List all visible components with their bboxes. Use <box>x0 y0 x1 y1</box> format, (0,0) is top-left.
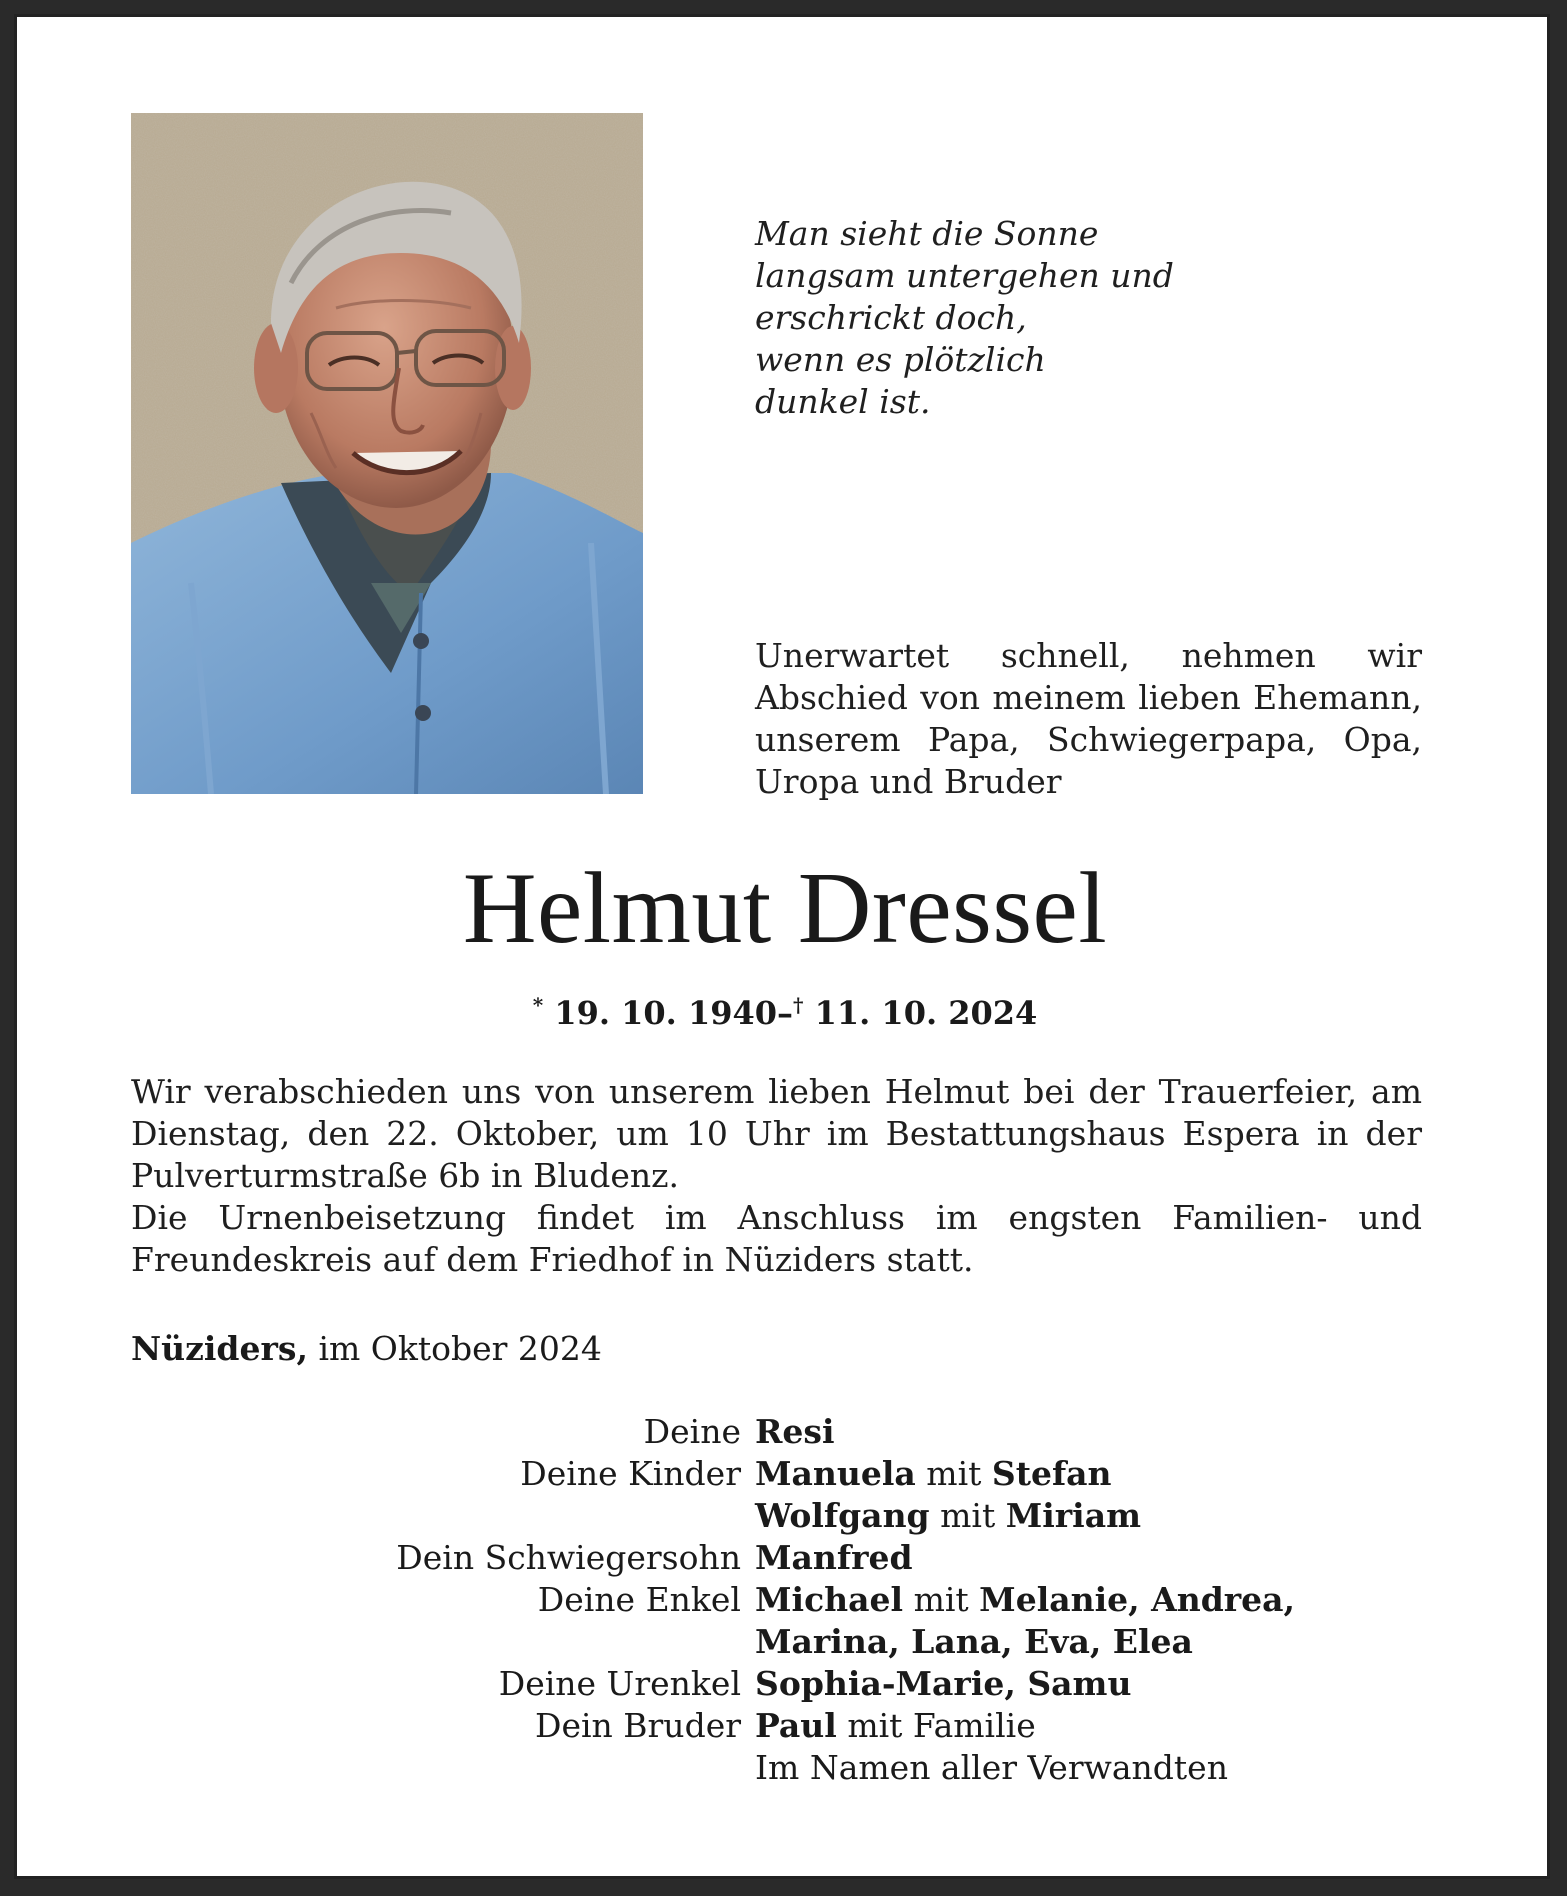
relation-label: Dein Bruder <box>535 1706 741 1745</box>
list-item <box>131 1747 1422 1789</box>
list-item <box>131 1495 1422 1537</box>
date-separator: – <box>777 994 793 1032</box>
relation-label: Dein Schwiegersohn <box>396 1538 741 1577</box>
partner-name: Miriam <box>1005 1496 1142 1535</box>
relation-label: Deine Urenkel <box>498 1664 741 1703</box>
mit-text: mit <box>929 1496 1006 1535</box>
mit-text: mit <box>915 1454 992 1493</box>
list-item <box>131 1663 1422 1705</box>
list-item <box>131 1537 1422 1579</box>
intro-text: Unerwartet schnell, nehmen wir Abschied von meinem lieben Ehemann, unserem Papa, Schwiegerpapa, Opa, Uropa und Bruder <box>755 636 1422 801</box>
relation-label <box>131 1495 755 1537</box>
deceased-name: Helmut Dressel <box>462 852 1108 965</box>
list-item <box>131 1705 1422 1747</box>
mourner-name: Manfred <box>755 1538 913 1577</box>
relation-label: Deine Enkel <box>537 1580 741 1619</box>
relation-label <box>131 1621 755 1663</box>
birth-symbol: * <box>532 993 544 1017</box>
life-dates <box>17 985 1553 1033</box>
portrait-photo <box>131 113 643 794</box>
partner-name: Melanie, Andrea, <box>979 1580 1296 1619</box>
ceremony-text <box>131 1071 1422 1281</box>
list-item <box>131 1579 1422 1621</box>
list-item <box>131 1621 1422 1663</box>
poem <box>755 213 1235 423</box>
poem-line: erschrickt doch, <box>755 298 1027 337</box>
relation-label <box>131 1747 755 1789</box>
mourner-name: Sophia-Marie, Samu <box>755 1664 1132 1703</box>
poem-line: Man sieht die Sonne <box>755 214 1099 253</box>
place-month: im Oktober 2024 <box>307 1329 602 1368</box>
poem-line: langsam untergehen und <box>755 256 1174 295</box>
mourner-name: Michael <box>755 1580 904 1619</box>
mourner-name: Resi <box>755 1412 835 1451</box>
list-item <box>131 1453 1422 1495</box>
obituary-page <box>14 14 1550 1879</box>
family-text: mit Familie <box>836 1706 1036 1745</box>
death-symbol: † <box>793 993 804 1017</box>
poem-line: wenn es plötzlich <box>755 340 1046 379</box>
poem-line: dunkel ist. <box>755 382 931 421</box>
ceremony-paragraph: Wir verabschieden uns von unserem lieben Helmut bei der Trauerfeier, am Dienstag, den 22. Oktober, um 10 Uhr im Bestattungshaus Espera in der Pulverturmstraße 6b in Bludenz. <box>131 1072 1422 1195</box>
relation-label: Deine <box>643 1412 741 1451</box>
family-list <box>131 1411 1422 1789</box>
portrait-image <box>131 113 643 794</box>
mourner-name: Wolfgang <box>755 1496 930 1535</box>
list-item <box>131 1411 1422 1453</box>
partner-name: Stefan <box>991 1454 1112 1493</box>
burial-paragraph: Die Urnenbeisetzung findet im Anschluss im engsten Familien- und Freundeskreis auf dem Friedhof in Nüziders statt. <box>131 1198 1422 1279</box>
mourner-name: Paul <box>755 1706 837 1745</box>
signature-line: Im Namen aller Verwandten <box>755 1748 1228 1787</box>
birth-date: 19. 10. 1940 <box>554 994 777 1032</box>
mourner-name: Manuela <box>755 1454 916 1493</box>
death-date: 11. 10. 2024 <box>814 994 1038 1032</box>
place-town: Nüziders, <box>131 1329 308 1368</box>
place-date <box>131 1328 602 1370</box>
mit-text: mit <box>903 1580 980 1619</box>
mourner-name: Marina, Lana, Eva, Elea <box>755 1622 1193 1661</box>
relation-label: Deine Kinder <box>520 1454 741 1493</box>
